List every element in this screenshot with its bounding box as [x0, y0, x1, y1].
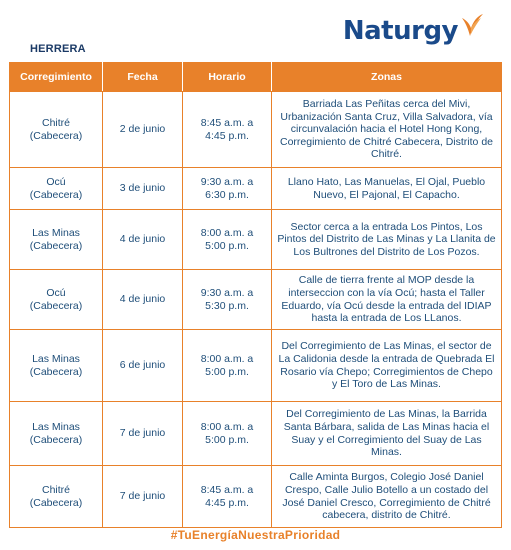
- column-header-corregimiento: Corregimiento: [10, 63, 103, 92]
- cell-corregimiento: Las Minas (Cabecera): [10, 210, 103, 270]
- cell-horario: 8:45 a.m. a 4:45 p.m.: [183, 466, 272, 528]
- table-row: [10, 270, 502, 330]
- cell-fecha: 6 de junio: [103, 330, 183, 402]
- cell-corregimiento: Chitré (Cabecera): [10, 466, 103, 528]
- cell-horario: 9:30 a.m. a 5:30 p.m.: [183, 270, 272, 330]
- cell-fecha: 4 de junio: [103, 270, 183, 330]
- column-header-fecha: Fecha: [103, 63, 183, 92]
- table-row: [10, 402, 502, 466]
- column-header-zonas: Zonas: [272, 63, 502, 92]
- cell-fecha: 2 de junio: [103, 92, 183, 168]
- cell-corregimiento: Chitré (Cabecera): [10, 92, 103, 168]
- cell-fecha: 3 de junio: [103, 168, 183, 210]
- cell-zonas: Calle de tierra frente al MOP desde la interseccion con la vía Ocú; hasta el Taller Eduardo, vía Ocú desde la entrada del IDIAP hasta la entrada de Los LLanos.: [272, 270, 502, 330]
- logo-wordmark: Naturgy: [342, 16, 458, 46]
- cell-zonas: Llano Hato, Las Manuelas, El Ojal, Pueblo Nuevo, El Pajonal, El Capacho.: [272, 168, 502, 210]
- cell-horario: 8:45 a.m. a 4:45 p.m.: [183, 92, 272, 168]
- cell-zonas: Calle Aminta Burgos, Colegio José Daniel Crespo, Calle Julio Botello a un costado del José Daniel Cresco, Corregimiento de Chitré cabecera, distrito de Chitré.: [272, 466, 502, 528]
- table-row: [10, 168, 502, 210]
- cell-horario: 8:00 a.m. a 5:00 p.m.: [183, 330, 272, 402]
- schedule-table: [9, 62, 502, 528]
- cell-zonas: Del Corregimiento de Las Minas, la Barrida Santa Bárbara, salida de Las Minas hacia el Suay y el Corregimiento del Suay de Las Minas.: [272, 402, 502, 466]
- cell-fecha: 7 de junio: [103, 466, 183, 528]
- cell-zonas: Barriada Las Peñitas cerca del Mivi, Urbanización Santa Cruz, Villa Salvadora, vía circunvalación hacia el Hotel Hong Kong, Corregimiento de Chitré Cabecera, Distrito de Chitré.: [272, 92, 502, 168]
- cell-corregimiento: Ocú (Cabecera): [10, 270, 103, 330]
- cell-corregimiento: Las Minas (Cabecera): [10, 402, 103, 466]
- cell-fecha: 4 de junio: [103, 210, 183, 270]
- header: [0, 0, 511, 62]
- region-title: HERRERA: [30, 43, 86, 55]
- cell-zonas: Del Corregimiento de Las Minas, el sector de La Calidonia desde la entrada de Quebrada El Rosario vía Chepo; Corregimientos de Chepo y El Toro de Las Minas.: [272, 330, 502, 402]
- table-row: [10, 330, 502, 402]
- naturgy-logo: [343, 14, 485, 48]
- cell-zonas: Sector cerca a la entrada Los Pintos, Los Pintos del Distrito de Las Minas y La Llanita de Los Bultrones del Distrito de Los Pozos.: [272, 210, 502, 270]
- cell-horario: 8:00 a.m. a 5:00 p.m.: [183, 402, 272, 466]
- naturgy-butterfly-icon: [459, 12, 485, 40]
- table-row: [10, 92, 502, 168]
- cell-corregimiento: Las Minas (Cabecera): [10, 330, 103, 402]
- cell-corregimiento: Ocú (Cabecera): [10, 168, 103, 210]
- table-row: [10, 210, 502, 270]
- table-header-row: [10, 63, 502, 92]
- column-header-horario: Horario: [183, 63, 272, 92]
- cell-horario: 9:30 a.m. a 6:30 p.m.: [183, 168, 272, 210]
- footer-hashtag: #TuEnergíaNuestraPrioridad: [170, 528, 341, 542]
- cell-horario: 8:00 a.m. a 5:00 p.m.: [183, 210, 272, 270]
- cell-fecha: 7 de junio: [103, 402, 183, 466]
- table-row: [10, 466, 502, 528]
